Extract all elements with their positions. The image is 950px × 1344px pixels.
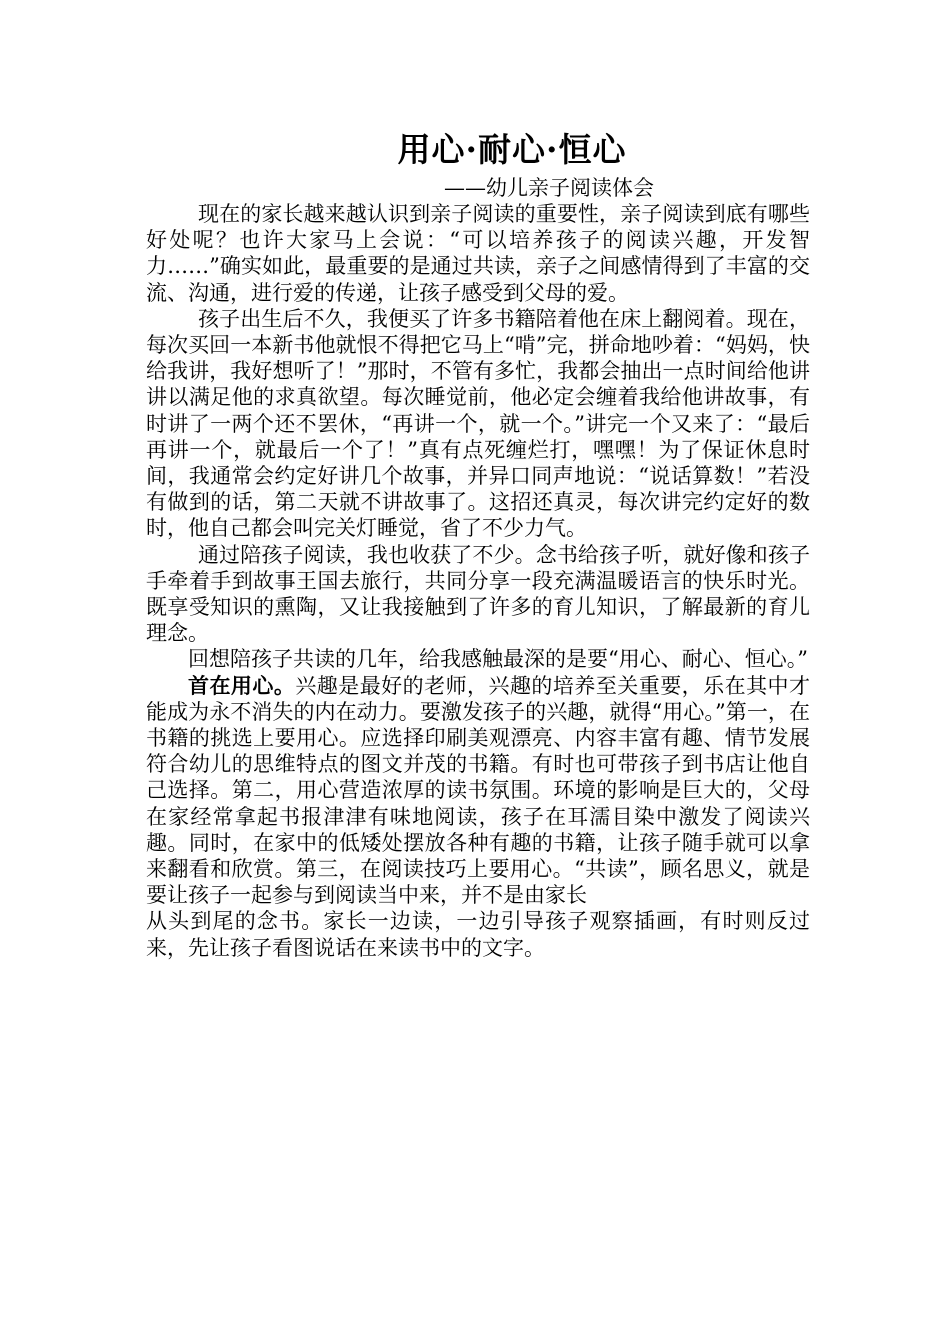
paragraph-3: 通过陪孩子阅读，我也收获了不少。念书给孩子听，就好像和孩子手牵着手到故事王国去旅行，共同分享一段充满温暖语言的快乐时光。既享受知识的熏陶，又让我接触到了许多的育儿知识，了解最新的育儿理念。 (146, 542, 810, 646)
document-subtitle: ——幼儿亲子阅读体会 (444, 176, 654, 200)
paragraph-4: 回想陪孩子共读的几年，给我感触最深的是要“用心、耐心、恒心。” (188, 647, 808, 672)
document-body (146, 201, 810, 961)
document-title: 用心·耐心·恒心 (397, 130, 627, 169)
paragraph-5 (146, 673, 810, 909)
paragraph-6: 从头到尾的念书。家长一边读，一边引导孩子观察插画，有时则反过来，先让孩子看图说话在来读书中的文字。 (146, 909, 810, 960)
paragraph-5-text: 兴趣是最好的老师，兴趣的培养至关重要，乐在其中才能成为永不消失的内在动力。要激发孩子的兴趣，就得“用心。”第一，在书籍的挑选上要用心。应选择印刷美观漂亮、内容丰富有趣、情节发展符合幼儿的思维特点的图文并茂的书籍。有时也可带孩子到书店让他自己选择。第二，用心营造浓厚的读书氛围。环境的影响是巨大的，父母在家经常拿起书报津津有味地阅读，孩子在耳濡目染中激发了阅读兴趣。同时，在家中的低矮处摆放各种有趣的书籍，让孩子随手就可以拿来翻看和欣赏。第三，在阅读技巧上要用心。“共读”，顾名思义，就是要让孩子一起参与到阅读当中来，并不是由家长 (146, 673, 811, 908)
paragraph-2: 孩子出生后不久，我便买了许多书籍陪着他在床上翻阅着。现在，每次买回一本新书他就恨不得把它马上“啃”完，拼命地吵着：“妈妈，快给我讲，我好想听了！”那时，不管有多忙，我都会抽出一点时间给他讲讲以满足他的求真欲望。每次睡觉前，他必定会缠着我给他讲故事，有时讲了一两个还不罢休，“再讲一个，就一个。”讲完一个又来了：“最后再讲一个，就最后一个了！”真有点死缠烂打，嘿嘿！为了保证休息时间，我通常会约定好讲几个故事，并异口同声地说：“说话算数！”若没有做到的话，第二天就不讲故事了。这招还真灵，每次讲完约定好的数时，他自己都会叫完关灯睡觉，省了不少力气。 (146, 306, 810, 541)
paragraph-5-lead: 首在用心。 (188, 672, 296, 698)
paragraph-1: 现在的家长越来越认识到亲子阅读的重要性，亲子阅读到底有哪些好处呢？也许大家马上会说：“可以培养孩子的阅读兴趣，开发智力……”确实如此，最重要的是通过共读，亲子之间感情得到了丰富的交流、沟通，进行爱的传递，让孩子感受到父母的爱。 (146, 202, 810, 305)
